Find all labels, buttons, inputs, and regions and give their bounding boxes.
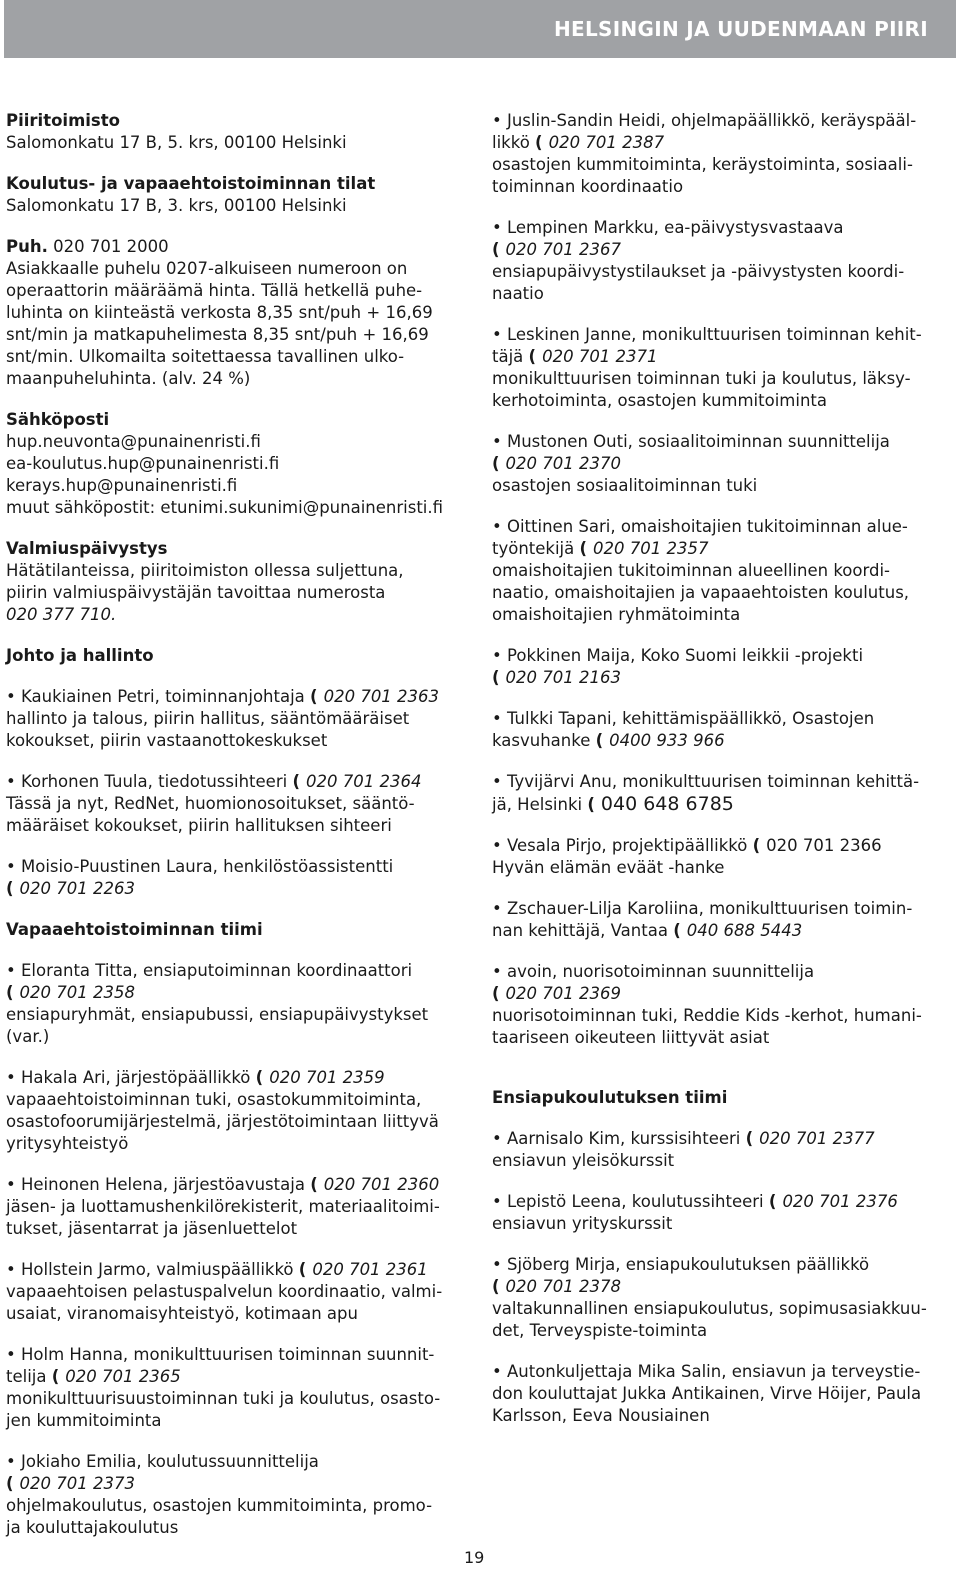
person-phone[interactable]: 040 648 6785 bbox=[600, 793, 734, 815]
person-name-cont: telija bbox=[6, 1367, 47, 1386]
person-desc: usaiat, viranomaisyhteistyö, kotimaan apu bbox=[6, 1304, 358, 1323]
person-entry bbox=[6, 1451, 468, 1539]
person-name-cont: jä, Helsinki bbox=[492, 795, 583, 814]
phone-icon: ( bbox=[492, 1277, 500, 1296]
phone-info-line: snt/min. Ulkomailta soitettaessa tavallinen ulko- bbox=[6, 347, 405, 366]
person-desc: ensiapupäivystystilaukset ja -päivystysten koordi- bbox=[492, 262, 905, 281]
email-link[interactable]: ea-koulutus.hup@punainenristi.fi bbox=[6, 454, 280, 473]
person-desc: osastofoorumijärjestelmä, järjestötoimintaan liittyvä bbox=[6, 1112, 439, 1131]
person-phone[interactable]: 020 701 2367 bbox=[505, 240, 622, 259]
person-name: • Mustonen Outi, sosiaalitoiminnan suunnittelija bbox=[492, 431, 954, 453]
email-block bbox=[6, 409, 468, 519]
phone-icon: ( bbox=[579, 539, 588, 558]
person-phone[interactable]: 020 701 2363 bbox=[323, 687, 440, 706]
person-entry bbox=[492, 708, 954, 752]
person-name: • Holm Hanna, monikulttuurisen toiminnan suunnit- bbox=[6, 1344, 468, 1366]
email-link[interactable]: hup.neuvonta@punainenristi.fi bbox=[6, 432, 261, 451]
person-entry bbox=[492, 898, 954, 942]
person-name: • Sjöberg Mirja, ensiapukoulutuksen päällikkö bbox=[492, 1254, 954, 1276]
person-phone[interactable]: 020 701 2377 bbox=[759, 1129, 875, 1148]
person-name: • Hollstein Jarmo, valmiuspäällikkö bbox=[6, 1260, 294, 1279]
person-name: • Eloranta Titta, ensiaputoiminnan koordinaattori bbox=[6, 960, 468, 982]
phone-icon: ( bbox=[255, 1068, 264, 1087]
person-desc: hallinto ja talous, piirin hallitus, sääntömääräiset bbox=[6, 709, 410, 728]
person-phone[interactable]: 020 701 2373 bbox=[19, 1474, 136, 1493]
person-desc: yritysyhteistyö bbox=[6, 1134, 129, 1153]
email-title: Sähköposti bbox=[6, 410, 110, 429]
person-phone[interactable]: 020 701 2370 bbox=[505, 454, 622, 473]
person-desc: jäsen- ja luottamushenkilörekisterit, materiaalitoimi- bbox=[6, 1197, 440, 1216]
training-address: Salomonkatu 17 B, 3. krs, 00100 Helsinki bbox=[6, 196, 347, 215]
email-link[interactable]: kerays.hup@punainenristi.fi bbox=[6, 476, 238, 495]
person-phone[interactable]: 020 701 2163 bbox=[505, 668, 622, 687]
person-phone[interactable]: 020 701 2371 bbox=[542, 347, 658, 366]
phone-icon: ( bbox=[292, 772, 300, 791]
person-name: • Autonkuljettaja Mika Salin, ensiavun ja terveystie- bbox=[492, 1361, 954, 1383]
office-address: Salomonkatu 17 B, 5. krs, 00100 Helsinki bbox=[6, 133, 347, 152]
phone-icon: ( bbox=[492, 454, 500, 473]
person-desc: osastojen sosiaalitoiminnan tuki bbox=[492, 476, 758, 495]
person-desc: naatio, omaishoitajien ja vapaaehtoisten koulutus, bbox=[492, 583, 910, 602]
person-desc: jen kummitoiminta bbox=[6, 1411, 162, 1430]
person-entry bbox=[492, 771, 954, 816]
office-block bbox=[6, 110, 468, 154]
person-desc: det, Terveyspiste-toiminta bbox=[492, 1321, 708, 1340]
person-phone[interactable]: 020 701 2357 bbox=[593, 539, 709, 558]
person-desc: vapaaehtoisen pelastuspalvelun koordinaatio, valmi- bbox=[6, 1282, 443, 1301]
person-name: • Kaukiainen Petri, toiminnanjohtaja bbox=[6, 687, 305, 706]
page-number: 19 bbox=[464, 1548, 485, 1567]
person-entry bbox=[6, 771, 468, 837]
phone-icon: ( bbox=[595, 731, 604, 750]
person-name: • Lempinen Markku, ea-päivystysvastaava bbox=[492, 217, 954, 239]
person-name: • Aarnisalo Kim, kurssisihteeri bbox=[492, 1129, 740, 1148]
person-entry bbox=[492, 1361, 954, 1427]
person-phone[interactable]: 020 701 2366 bbox=[766, 836, 882, 855]
phone-icon: ( bbox=[310, 687, 318, 706]
person-desc: naatio bbox=[492, 284, 544, 303]
person-name: • Lepistö Leena, koulutussihteeri bbox=[492, 1192, 764, 1211]
standby-number: 020 377 710. bbox=[6, 605, 117, 624]
phone-icon: ( bbox=[492, 240, 500, 259]
phone-icon: ( bbox=[51, 1367, 60, 1386]
person-desc: ensiavun yleisökurssit bbox=[492, 1151, 675, 1170]
person-desc: taariseen oikeuteen liittyvät asiat bbox=[492, 1028, 770, 1047]
person-phone[interactable]: 020 701 2358 bbox=[19, 983, 136, 1002]
phone-info-line: Asiakkaalle puhelu 0207-alkuiseen numeroon on bbox=[6, 259, 408, 278]
phone-label: Puh. bbox=[6, 237, 48, 256]
phone-icon: ( bbox=[673, 921, 681, 940]
person-name-cont: Karlsson, Eeva Nousiainen bbox=[492, 1406, 710, 1425]
person-name-cont: nan kehittäjä, Vantaa bbox=[492, 921, 668, 940]
phone-info-line: maanpuheluhinta. (alv. 24 %) bbox=[6, 369, 251, 388]
person-phone[interactable]: 020 701 2263 bbox=[19, 879, 136, 898]
person-phone[interactable]: 020 701 2369 bbox=[505, 984, 622, 1003]
person-name-cont: täjä bbox=[492, 347, 524, 366]
person-name: • Moisio-Puustinen Laura, henkilöstöassistentti bbox=[6, 857, 393, 876]
person-phone[interactable]: 0400 933 966 bbox=[609, 731, 725, 750]
phone-icon: ( bbox=[492, 668, 500, 687]
person-desc: nuorisotoiminnan tuki, Reddie Kids -kerhot, humani- bbox=[492, 1006, 922, 1025]
person-desc: ohjelmakoulutus, osastojen kummitoiminta, promo- bbox=[6, 1496, 433, 1515]
person-desc: tukset, jäsentarrat ja jäsenluettelot bbox=[6, 1219, 298, 1238]
person-phone[interactable]: 020 701 2378 bbox=[505, 1277, 622, 1296]
person-desc: omaishoitajien tukitoiminnan alueellinen koordi- bbox=[492, 561, 890, 580]
person-entry bbox=[6, 1174, 468, 1240]
person-entry bbox=[6, 686, 468, 752]
person-name: • Juslin-Sandin Heidi, ohjelmapäällikkö, keräyspääl- bbox=[492, 110, 954, 132]
person-name: • Hakala Ari, järjestöpäällikkö bbox=[6, 1068, 250, 1087]
person-name: • Vesala Pirjo, projektipäällikkö bbox=[492, 836, 747, 855]
person-desc: valtakunnallinen ensiapukoulutus, sopimusasiakkuu- bbox=[492, 1299, 927, 1318]
phone-icon: ( bbox=[310, 1175, 318, 1194]
person-entry bbox=[6, 1067, 468, 1155]
phone-icon: ( bbox=[752, 836, 761, 855]
person-phone[interactable]: 020 701 2361 bbox=[312, 1260, 428, 1279]
person-name: • Pokkinen Maija, Koko Suomi leikkii -projekti bbox=[492, 645, 954, 667]
standby-line: piirin valmiuspäivystäjän tavoittaa numerosta bbox=[6, 583, 386, 602]
phone-icon: ( bbox=[6, 1474, 14, 1493]
phone-icon: ( bbox=[768, 1192, 777, 1211]
person-name-cont: don kouluttajat Jukka Antikainen, Virve Höijer, Paula bbox=[492, 1384, 922, 1403]
person-phone[interactable]: 020 701 2376 bbox=[782, 1192, 898, 1211]
person-phone[interactable]: 020 701 2365 bbox=[65, 1367, 181, 1386]
person-phone[interactable]: 020 701 2387 bbox=[548, 133, 665, 152]
person-entry bbox=[492, 324, 954, 412]
person-name: • Heinonen Helena, järjestöavustaja bbox=[6, 1175, 305, 1194]
person-entry bbox=[6, 1259, 468, 1325]
management-title: Johto ja hallinto bbox=[6, 646, 154, 665]
person-entry bbox=[492, 645, 954, 689]
phone-icon: ( bbox=[6, 983, 14, 1002]
person-desc: omaishoitajien ryhmätoiminta bbox=[492, 605, 741, 624]
phone-icon: ( bbox=[587, 795, 595, 814]
right-column bbox=[492, 110, 954, 1446]
person-entry bbox=[492, 516, 954, 626]
person-entry bbox=[492, 1254, 954, 1342]
person-desc: Hyvän elämän eväät -hanke bbox=[492, 858, 725, 877]
person-name: • avoin, nuorisotoiminnan suunnittelija bbox=[492, 961, 954, 983]
person-desc: ensiapuryhmät, ensiapubussi, ensiapupäivystykset bbox=[6, 1005, 429, 1024]
person-desc: monikulttuurisen toiminnan tuki ja koulutus, läksy- bbox=[492, 369, 911, 388]
person-entry bbox=[492, 110, 954, 198]
phone-icon: ( bbox=[745, 1129, 754, 1148]
page-header bbox=[4, 0, 956, 58]
person-entry bbox=[492, 217, 954, 305]
person-name: • Zschauer-Lilja Karoliina, monikulttuurisen toimin- bbox=[492, 898, 954, 920]
person-name: • Leskinen Janne, monikulttuurisen toiminnan kehit- bbox=[492, 324, 954, 346]
phone-block bbox=[6, 236, 468, 390]
person-entry bbox=[492, 961, 954, 1049]
phone-icon: ( bbox=[298, 1260, 307, 1279]
phone-info-line: operaattorin määräämä hinta. Tällä hetkellä puhe- bbox=[6, 281, 423, 300]
person-name-cont: työntekijä bbox=[492, 539, 575, 558]
person-desc: määräiset kokoukset, piirin hallituksen sihteeri bbox=[6, 816, 392, 835]
person-name: • Tyvijärvi Anu, monikulttuurisen toiminnan kehittä- bbox=[492, 771, 954, 793]
person-phone[interactable]: 040 688 5443 bbox=[686, 921, 803, 940]
person-entry bbox=[492, 431, 954, 497]
standby-block bbox=[6, 538, 468, 626]
email-other: muut sähköpostit: etunimi.sukunimi@punainenristi.fi bbox=[6, 498, 444, 517]
person-desc: ensiavun yrityskurssit bbox=[492, 1214, 673, 1233]
person-name-cont: likkö bbox=[492, 133, 530, 152]
person-name: • Oittinen Sari, omaishoitajien tukitoiminnan alue- bbox=[492, 516, 954, 538]
standby-line: Hätätilanteissa, piiritoimiston ollessa suljettuna, bbox=[6, 561, 404, 580]
training-title: Koulutus- ja vapaaehtoistoiminnan tilat bbox=[6, 174, 376, 193]
person-entry bbox=[6, 960, 468, 1048]
office-title: Piiritoimisto bbox=[6, 111, 120, 130]
person-desc: kokoukset, piirin vastaanottokeskukset bbox=[6, 731, 328, 750]
person-name-cont: kasvuhanke bbox=[492, 731, 591, 750]
main-phone-number: 020 701 2000 bbox=[53, 237, 169, 256]
person-phone[interactable]: 020 701 2364 bbox=[305, 772, 422, 791]
person-desc: (var.) bbox=[6, 1027, 50, 1046]
standby-title: Valmiuspäivystys bbox=[6, 539, 168, 558]
phone-info-line: snt/min ja matkapuhelimesta 8,35 snt/puh + 16,69 bbox=[6, 325, 429, 344]
person-phone[interactable]: 020 701 2359 bbox=[269, 1068, 385, 1087]
person-entry bbox=[6, 1344, 468, 1432]
person-entry bbox=[492, 835, 954, 879]
person-desc: toiminnan koordinaatio bbox=[492, 177, 684, 196]
person-entry bbox=[6, 856, 468, 900]
person-entry bbox=[492, 1128, 954, 1172]
header-title: HELSINGIN JA UUDENMAAN PIIRI bbox=[554, 17, 928, 41]
first-aid-team-title: Ensiapukoulutuksen tiimi bbox=[492, 1088, 728, 1107]
person-name: • Korhonen Tuula, tiedotussihteeri bbox=[6, 772, 287, 791]
person-name: • Tulkki Tapani, kehittämispäällikkö, Osastojen bbox=[492, 708, 954, 730]
person-desc: osastojen kummitoiminta, keräystoiminta, sosiaali- bbox=[492, 155, 913, 174]
person-phone[interactable]: 020 701 2360 bbox=[323, 1175, 440, 1194]
person-desc: vapaaehtoistoiminnan tuki, osastokummitoiminta, bbox=[6, 1090, 422, 1109]
person-desc: kerhotoiminta, osastojen kummitoiminta bbox=[492, 391, 827, 410]
person-desc: Tässä ja nyt, RedNet, huomionosoitukset, sääntö- bbox=[6, 794, 415, 813]
volunteer-team-title: Vapaaehtoistoiminnan tiimi bbox=[6, 920, 263, 939]
phone-icon: ( bbox=[6, 879, 14, 898]
phone-icon: ( bbox=[528, 347, 537, 366]
person-desc: ja kouluttajakoulutus bbox=[6, 1518, 179, 1537]
person-entry bbox=[492, 1191, 954, 1235]
phone-icon: ( bbox=[492, 984, 500, 1003]
person-desc: monikulttuurisuustoiminnan tuki ja koulutus, osasto- bbox=[6, 1389, 441, 1408]
phone-info-line: luhinta on kiinteästä verkosta 8,35 snt/puh + 16,69 bbox=[6, 303, 433, 322]
left-column bbox=[6, 110, 468, 1558]
person-name: • Jokiaho Emilia, koulutussuunnittelija bbox=[6, 1451, 468, 1473]
phone-icon: ( bbox=[535, 133, 543, 152]
training-block bbox=[6, 173, 468, 217]
